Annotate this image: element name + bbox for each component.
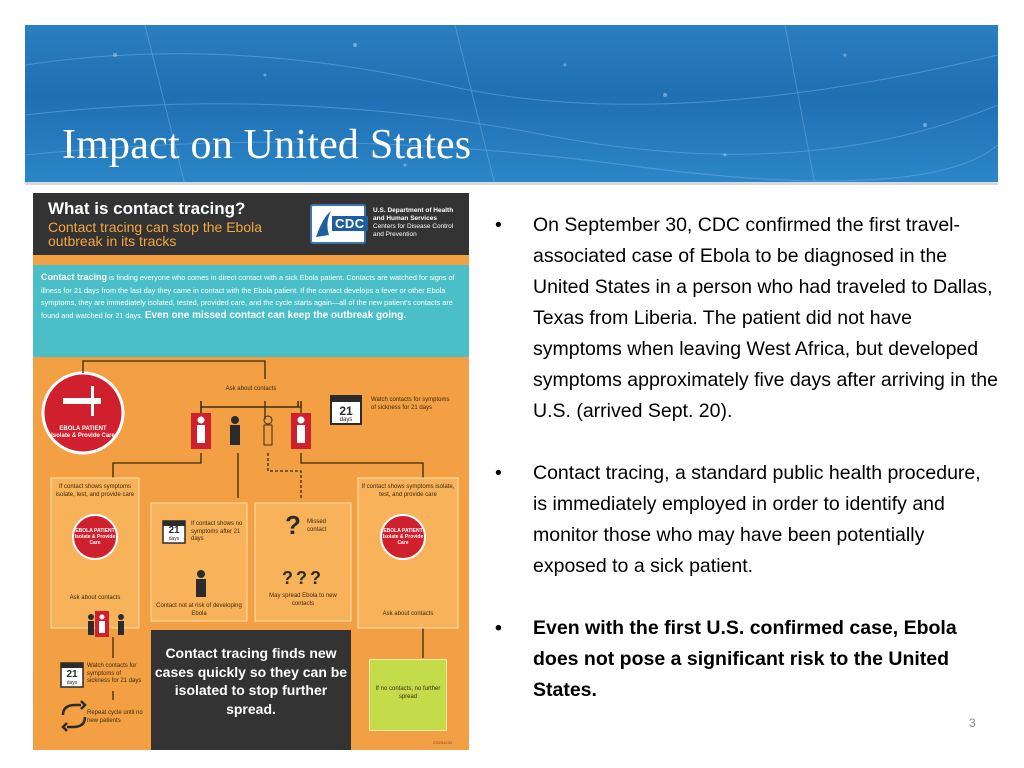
iv-pole-icon — [91, 386, 94, 416]
bullet-text: On September 30, CDC confirmed the first travel-associated case of Ebola to be diagnosed in the United States in a person who had traveled to Dallas, Texas from Liberia. The patient did not have symptoms when leaving West Africa, but developed symptoms approximately five days after arriving in the U.S. (arrived Sept. 20). — [533, 214, 998, 422]
infographic-title: What is contact tracing? — [48, 199, 246, 218]
infographic-code: CS251234 — [433, 740, 452, 745]
slide-title: Impact on United States — [62, 122, 472, 168]
patient-label: EBOLA PATIENT — [59, 426, 107, 432]
repeat-cycle-icon — [63, 701, 85, 731]
cdc-logo-text: CDC — [332, 216, 368, 231]
watch-contacts-left: Watch contacts for symptoms of sickness for 21 days — [87, 663, 142, 684]
bullet-item — [490, 210, 1000, 427]
bed-icon — [63, 398, 101, 404]
intro-body: is finding everyone who comes in direct contact with a sick Ebola patient. Contacts are watched for signs of illness for 21 days from the last day they came in contact with the Ebola patient. If the contact develops a fever or other Ebola symptoms, they are immediately isolated, tested, provided care, and the cycle starts again—all of the new patient's contacts are found and watched for 21 days. — [41, 273, 455, 320]
watch-contacts-top: Watch contacts for symptoms of sickness for 21 days — [371, 397, 450, 411]
bottom-calendar-number: 21 — [66, 669, 78, 680]
hhs-line: U.S. Department of Health and Human Services — [373, 207, 454, 222]
patient-label: EBOLA PATIENT — [383, 528, 423, 534]
missed-contact-label: Missed contact — [307, 519, 327, 533]
intro-lead: Contact tracing — [41, 272, 108, 282]
bullet-text: Contact tracing, a standard public health procedure, is immediately employed in order to identify and monitor those who may have been potentially exposed to a sick patient. — [533, 462, 981, 577]
if-symptoms-left: If contact shows symptoms isolate, test, and provide care — [55, 484, 135, 498]
calendar-unit: days — [339, 417, 353, 423]
ask-contacts-right: Ask about contacts — [382, 611, 434, 617]
bullet-text: Even with the first U.S. confirmed case, Ebola does not pose a significant risk to the United States. — [533, 617, 957, 701]
no-symptoms-label: If contact shows no symptoms after 21 days — [191, 521, 243, 542]
not-at-risk-label: Contact not at risk of developing Ebola — [156, 603, 242, 617]
main-patient-label — [51, 426, 115, 440]
bullet-dot-icon: • — [495, 462, 502, 484]
may-spread-label: May spread Ebola to new contacts — [269, 593, 337, 607]
small-calendar-number: 21 — [168, 525, 180, 536]
contact-person-icon — [196, 570, 206, 597]
patient-sublabel: Isolate & Provide Care — [51, 433, 115, 439]
intro-emphasis: Even one missed contact can keep the outbreak going. — [144, 309, 407, 321]
contact-people-icons — [191, 413, 311, 449]
no-further-spread-box: If no contacts, no further spread — [369, 659, 447, 731]
bullet-dot-icon: • — [495, 214, 502, 236]
infographic-subtitle: Contact tracing can stop the Ebola outbreak in its tracks — [48, 219, 263, 249]
question-marks-icon: ??? — [282, 568, 324, 588]
bottom-calendar-unit: days — [66, 680, 78, 686]
contact-tracing-callout: Contact tracing finds new cases quickly so they can be isolated to stop further spread. — [151, 630, 351, 750]
question-mark-large-icon: ? — [285, 510, 301, 540]
left-patient-label — [71, 528, 119, 546]
bullet-item — [490, 458, 1000, 582]
calendar-number: 21 — [339, 404, 353, 418]
page-number: 3 — [969, 716, 976, 730]
bullet-list — [490, 210, 1000, 737]
repeat-cycle-label: Repeat cycle until no new patients — [87, 710, 143, 724]
title-banner — [25, 25, 998, 185]
ebola-patient-icon — [43, 373, 123, 453]
patient-label: EBOLA PATIENT — [75, 528, 115, 534]
patient-sublabel: Isolate & Provide Care — [74, 534, 116, 546]
cdc-line: Centers for Disease Control and Prevention — [373, 223, 454, 238]
contact-tracing-infographic — [33, 193, 469, 750]
bullet-item — [490, 613, 1000, 706]
patient-sublabel: Isolate & Provide Care — [382, 534, 424, 546]
right-patient-label — [379, 528, 427, 546]
if-symptoms-right: If contact shows symptoms isolate, test, and provide care — [361, 484, 455, 498]
small-calendar-unit: days — [168, 536, 180, 542]
bullet-dot-icon: • — [495, 617, 502, 639]
ask-contacts-top: Ask about contacts — [225, 386, 277, 392]
ask-contacts-left: Ask about contacts — [69, 595, 121, 601]
